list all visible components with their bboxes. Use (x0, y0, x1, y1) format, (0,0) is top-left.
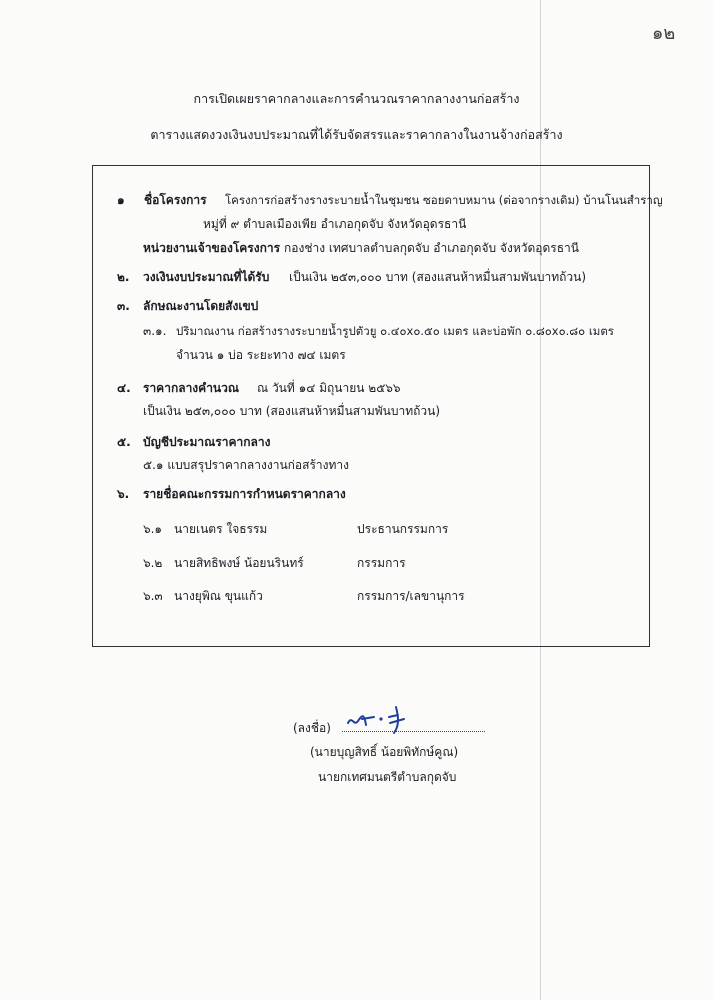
item1-label: ชื่อโครงการ (144, 193, 207, 207)
item1-text-line1: โครงการก่อสร้างรางระบายน้ำในชุมชน ซอยดาบหมาน (ต่อจากรางเดิม) บ้านโนนสำราญ (225, 193, 663, 207)
member-1-number: ๖.๑ (143, 522, 163, 536)
member-1-role: ประธานกรรมการ (357, 522, 449, 536)
item1-owner-text: กองช่าง เทศบาลตำบลกุดจับ อำเภอกุดจับ จังหวัดอุดรธานี (284, 241, 579, 255)
item4-number: ๔. (117, 381, 131, 395)
item3-sub-text-line2: จำนวน ๑ บ่อ ระยะทาง ๗๔ เมตร (176, 348, 346, 362)
document-title: การเปิดเผยราคากลางและการคำนวณราคากลางงานก่อสร้าง (193, 91, 520, 106)
item4-date: ณ วันที่ ๑๔ มิถุนายน ๒๕๖๖ (257, 381, 401, 395)
item5-number: ๕. (117, 435, 131, 449)
item2-text: เป็นเงิน ๒๕๓,๐๐๐ บาท (สองแสนห้าหมื่นสามพันบาทถ้วน) (289, 270, 587, 284)
item6-label: รายชื่อคณะกรรมการกำหนดราคากลาง (143, 487, 346, 501)
member-2-role: กรรมการ (357, 556, 406, 570)
item5-sub: ๕.๑ แบบสรุปราคากลางงานก่อสร้างทาง (143, 458, 349, 472)
item4-amount: เป็นเงิน ๒๕๓,๐๐๐ บาท (สองแสนห้าหมื่นสามพันบาทถ้วน) (143, 404, 441, 418)
signer-position: นายกเทศมนตรีตำบลกุดจับ (318, 770, 457, 784)
member-3-name: นางยุพิณ ขุนแก้ว (174, 589, 263, 603)
item4-label: ราคากลางคำนวณ (143, 381, 240, 395)
member-1-name: นายเนตร ใจธรรม (174, 522, 268, 536)
member-2-number: ๖.๒ (143, 556, 163, 570)
page-number: ๑๒ (652, 23, 676, 44)
member-2-name: นายสิทธิพงษ์ น้อยนรินทร์ (174, 556, 304, 570)
member-3-role: กรรมการ/เลขานุการ (357, 589, 465, 603)
item3-label: ลักษณะงานโดยสังเขป (143, 299, 259, 313)
item2-label: วงเงินงบประมาณที่ได้รับ (143, 270, 270, 284)
item6-number: ๖. (117, 487, 130, 501)
item1-owner-label: หน่วยงานเจ้าของโครงการ (143, 241, 281, 255)
item2-number: ๒. (117, 270, 130, 284)
item3-sub-number: ๓.๑. (143, 324, 167, 338)
item3-sub-text-line1: ปริมาณงาน ก่อสร้างรางระบายน้ำรูปตัวยู ๐.๔๐x๐.๕๐ เมตร และบ่อพัก ๐.๘๐x๐.๘๐ เมตร (176, 324, 614, 338)
member-3-number: ๖.๓ (143, 589, 163, 603)
handwritten-signature (344, 703, 416, 737)
sign-label: (ลงชื่อ) (293, 721, 331, 735)
item3-number: ๓. (117, 299, 130, 313)
signer-name: (นายบุญสิทธิ์ น้อยพิทักษ์คูณ) (310, 745, 459, 759)
item1-number: ๑ (117, 193, 125, 207)
item1-text-line2: หมู่ที่ ๙ ตำบลเมืองเพีย อำเภอกุดจับ จังหวัดอุดรธานี (203, 217, 467, 231)
item5-label: บัญชีประมาณราคากลาง (143, 435, 271, 449)
document-subtitle: ตารางแสดงวงเงินงบประมาณที่ได้รับจัดสรรและราคากลางในงานจ้างก่อสร้าง (150, 127, 563, 142)
